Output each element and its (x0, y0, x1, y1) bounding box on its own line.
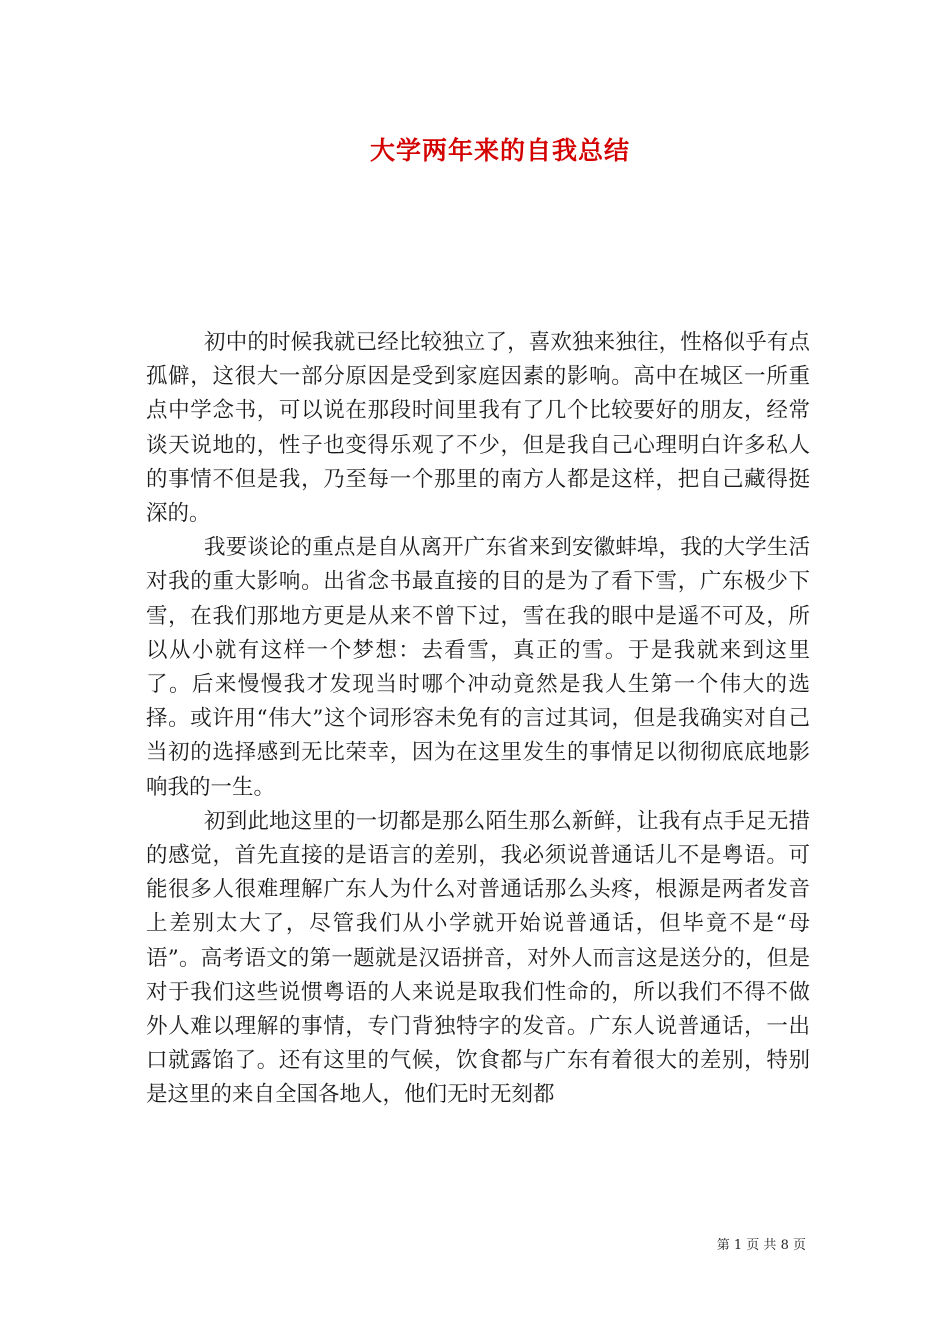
document-title: 大学两年来的自我总结 (369, 136, 630, 165)
paragraph-1: 初中的时候我就已经比较独立了，喜欢独来独往，性格似乎有点孤僻，这很大一部分原因是受到家庭因素的影响。高中在城区一所重点中学念书，可以说在那段时间里我有了几个比较要好的朋友，经常谈天说地的，性子也变得乐观了不少，但是我自己心理明白许多私人的事情不但是我，乃至每一个那里的南方人都是这样，把自己藏得挺深的。 (146, 330, 810, 527)
page-footer (0, 1234, 806, 1253)
footer-suffix: 页 (792, 1238, 806, 1253)
footer-total-pages: 8 (780, 1238, 789, 1253)
document-body (146, 326, 810, 1113)
footer-middle: 页 共 (746, 1238, 777, 1253)
paragraph-3: 初到此地这里的一切都是那么陌生那么新鲜，让我有点手足无措的感觉，首先直接的是语言的差别，我必须说普通话儿不是粤语。可能很多人很难理解广东人为什么对普通话那么头疼，根源是两者发音上差别太大了，尽管我们从小学就开始说普通话，但毕竟不是“母语”。高考语文的第一题就是汉语拼音，对外人而言这是送分的，但是对于我们这些说惯粤语的人来说是取我们性命的，所以我们不得不做外人难以理解的事情，专门背独特字的发音。广东人说普通话，一出口就露馅了。还有这里的气候，饮食都与广东有着很大的差别，特别是这里的来自全国各地人，他们无时无刻都 (146, 808, 810, 1108)
paragraph-2: 我要谈论的重点是自从离开广东省来到安徽蚌埠，我的大学生活对我的重大影响。出省念书最直接的目的是为了看下雪，广东极少下雪，在我们那地方更是从来不曾下过，雪在我的眼中是遥不可及，所以从小就有这样一个梦想：去看雪，真正的雪。于是我就来到这里了。后来慢慢我才发现当时哪个冲动竟然是我人生第一个伟大的选择。或许用“伟大”这个词形容未免有的言过其词，但是我确实对自己当初的选择感到无比荣幸，因为在这里发生的事情足以彻彻底底地影响我的一生。 (146, 535, 810, 800)
footer-page-number: 1 (733, 1238, 743, 1253)
footer-prefix: 第 (716, 1238, 730, 1253)
